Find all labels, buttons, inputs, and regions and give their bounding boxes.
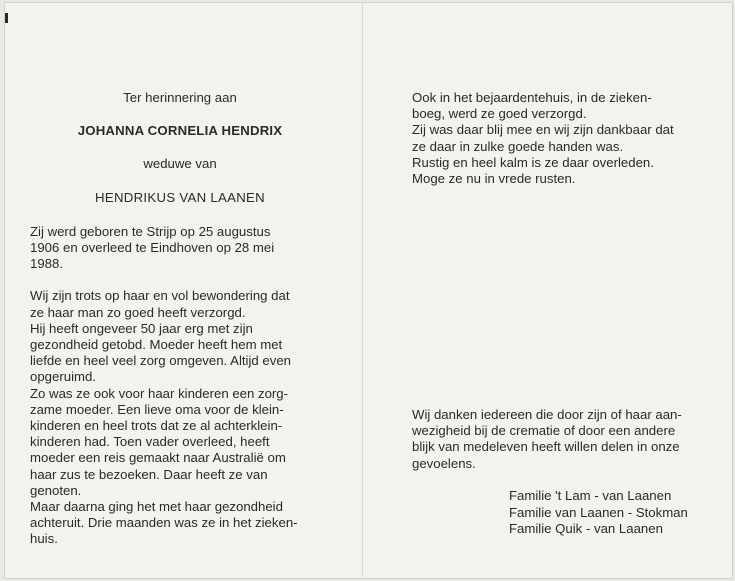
text-line: boeg, werd ze goed verzorgd. — [412, 106, 587, 122]
widow-line: weduwe van — [143, 156, 217, 172]
line-text: 1906 en overleed te Eindhoven op 28 mei — [30, 240, 275, 256]
text-line: Zo was ze ook voor haar kinderen een zorg- — [30, 385, 289, 401]
text-line: ze daar in zulke goede handen was. — [412, 138, 624, 154]
text-line: Wij danken iedereen die door zijn of haar aan- — [412, 407, 682, 422]
signature-line: Familie van Laanen - Stokman — [509, 504, 688, 520]
text-line: Hij heeft ongeveer 50 jaar erg met zijn — [30, 320, 253, 336]
text-line: moeder een reis gemaakt naar Australië om — [30, 450, 286, 466]
tribute-paragraph — [30, 288, 336, 547]
scan-mark — [5, 13, 8, 23]
line-text: Zij werd geboren te Strijp op 25 augustus — [30, 223, 271, 239]
text-line: huis. — [30, 531, 58, 547]
signature-line: Familie 't Lam - van Laanen — [509, 488, 672, 503]
text-line: 1988. — [30, 256, 64, 272]
birth-death-paragraph — [30, 224, 336, 273]
text-line: Ook in het bejaardentehuis, in de zieken- — [412, 90, 652, 105]
text-line: liefde en heel veel zorg omgeven. Altijd even — [30, 353, 291, 369]
text-line: blijk van medeleven heeft willen delen in onze — [412, 439, 680, 455]
text-line: haar zus te bezoeken. Daar heeft ze van — [30, 466, 268, 482]
text-line: kinderen en heel trots dat ze al achterklein- — [30, 418, 283, 434]
text-line: Rustig en heel kalm is ze daar overleden. — [412, 154, 654, 170]
text-line: genoten. — [30, 482, 82, 498]
left-panel — [30, 90, 336, 564]
thanks-paragraph — [412, 407, 712, 472]
text-line: zame moeder. Een lieve oma voor de klein- — [30, 401, 284, 417]
right-panel — [412, 90, 712, 536]
husband-name: HENDRIKUS VAN LAANEN — [95, 189, 265, 205]
text-line: Maar daarna ging het met haar gezondheid — [30, 499, 283, 515]
text-line — [30, 224, 336, 240]
text-line: gevoelens. — [412, 455, 476, 471]
text-line: Wij zijn trots op haar en vol bewondering dat — [30, 288, 290, 304]
text-line: achteruit. Drie maanden was ze in het zieken- — [30, 515, 298, 531]
card-fold-line — [362, 2, 363, 579]
text-line: gezondheid getobd. Moeder heeft hem met — [30, 337, 283, 353]
text-line — [30, 240, 336, 256]
text-line: Zij was daar blij mee en wij zijn dankbaar dat — [412, 122, 674, 138]
signature-line: Familie Quik - van Laanen — [509, 521, 663, 536]
text-line: kinderen had. Toen vader overleed, heeft — [30, 434, 270, 450]
care-paragraph — [412, 90, 712, 187]
text-line: opgeruimd. — [30, 369, 96, 385]
family-signatures — [509, 488, 719, 538]
text-line: Moge ze nu in vrede rusten. — [412, 171, 576, 187]
deceased-name: JOHANNA CORNELIA HENDRIX — [77, 123, 283, 139]
text-line: wezigheid bij de crematie of door een andere — [412, 423, 676, 439]
intro-line: Ter herinnering aan — [123, 90, 237, 105]
text-line: ze haar man zo goed heeft verzorgd. — [30, 304, 246, 320]
